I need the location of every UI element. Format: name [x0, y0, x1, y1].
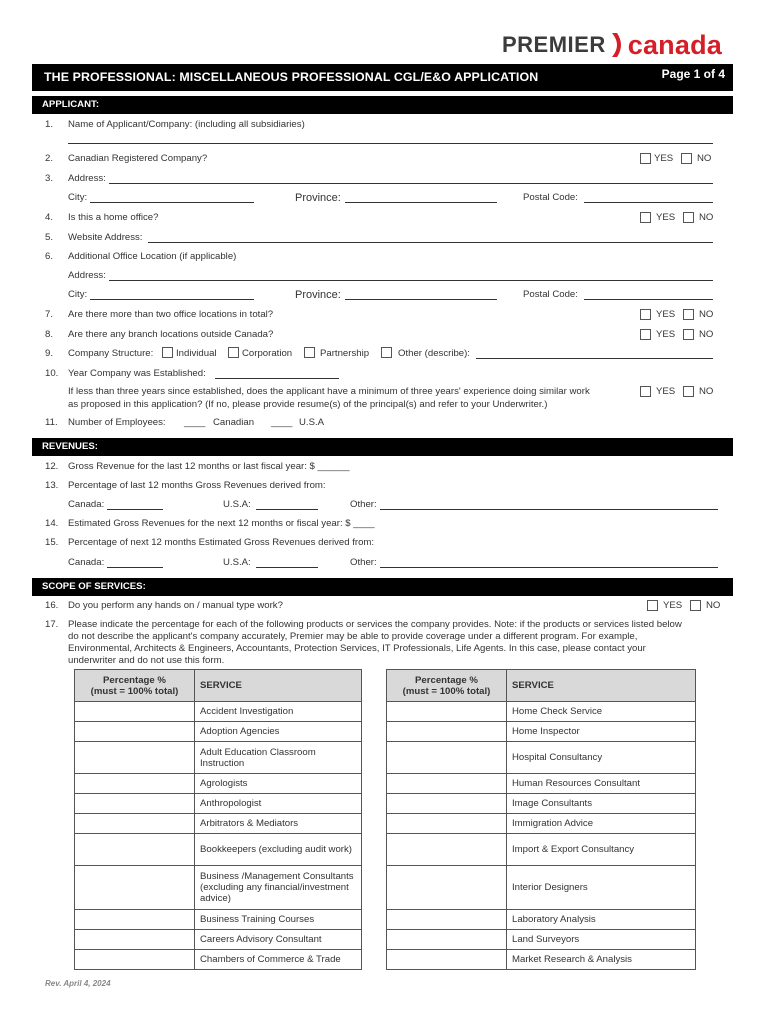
- percentage-input-cell[interactable]: [75, 950, 195, 970]
- service-name: Hospital Consultancy: [507, 742, 696, 774]
- q2-yes-label: YES: [654, 153, 674, 164]
- service-column-header: SERVICE: [507, 670, 696, 702]
- q5-number: 5.: [45, 232, 54, 243]
- table-row: [75, 814, 362, 834]
- q7-yes-label: YES: [656, 309, 676, 320]
- table-row: [75, 866, 362, 910]
- q4-yes-checkbox[interactable]: [640, 212, 651, 223]
- q17-line3: Environmental, Architects & Engineers, Accountants, Protection Services, IT Professionals, Life Agents. In this case, please contact your: [68, 643, 646, 654]
- q13-canada-label: Canada:: [68, 499, 105, 510]
- structure-individual-label: Individual: [176, 348, 217, 359]
- q17-line2: do not describe the applicant's company accurately, Premier may be able to provide coverage under a different program. For example,: [68, 631, 638, 642]
- q15-usa-label: U.S.A:: [223, 557, 251, 568]
- form-title: THE PROFESSIONAL: MISCELLANEOUS PROFESSIONAL CGL/E&O APPLICATION: [44, 70, 539, 84]
- percentage-input-cell[interactable]: [387, 794, 507, 814]
- q15-other-field[interactable]: [380, 567, 718, 568]
- table-row: [387, 834, 696, 866]
- q1-label: Name of Applicant/Company: (including all subsidiaries): [68, 119, 305, 130]
- q4-no-label: NO: [699, 212, 714, 223]
- service-name: Home Check Service: [507, 702, 696, 722]
- q11-number: 11.: [45, 417, 58, 428]
- service-name: Laboratory Analysis: [507, 910, 696, 930]
- percentage-input-cell[interactable]: [75, 702, 195, 722]
- employees-canadian-label: Canadian: [213, 417, 255, 428]
- postal-code-field[interactable]: [584, 202, 713, 203]
- percentage-input-cell[interactable]: [75, 834, 195, 866]
- structure-individual-checkbox[interactable]: [162, 347, 173, 358]
- province-field[interactable]: [345, 202, 497, 203]
- service-name: Accident Investigation: [195, 702, 362, 722]
- percentage-input-cell[interactable]: [75, 742, 195, 774]
- q10-label: Year Company was Established:: [68, 368, 206, 379]
- additional-province-label: Province:: [295, 289, 341, 301]
- additional-postal-code-field[interactable]: [584, 299, 713, 300]
- q10-yes-label: YES: [656, 386, 676, 397]
- percentage-input-cell[interactable]: [75, 722, 195, 742]
- q13-canada-field[interactable]: [107, 509, 163, 510]
- city-label: City:: [68, 192, 88, 203]
- services-table-left: [74, 669, 362, 970]
- q12-label: Gross Revenue for the last 12 months or last fiscal year: $ ______: [68, 461, 350, 472]
- table-row: [75, 834, 362, 866]
- q12-number: 12.: [45, 461, 59, 472]
- province-label: Province:: [295, 192, 341, 204]
- table-row: [387, 742, 696, 774]
- q13-usa-label: U.S.A:: [223, 499, 251, 510]
- address-field[interactable]: [109, 183, 713, 184]
- q6-label: Additional Office Location (if applicable): [68, 251, 237, 262]
- q16-yes-label: YES: [663, 600, 683, 611]
- q9-number: 9.: [45, 348, 54, 359]
- table-row: [75, 702, 362, 722]
- table-row: [387, 794, 696, 814]
- percentage-input-cell[interactable]: [75, 910, 195, 930]
- percentage-input-cell[interactable]: [75, 814, 195, 834]
- table-row: [75, 930, 362, 950]
- structure-other-checkbox[interactable]: [381, 347, 392, 358]
- percentage-input-cell[interactable]: [387, 774, 507, 794]
- premier-canada-logo: [502, 30, 722, 60]
- postal-code-label: Postal Code:: [523, 192, 578, 203]
- q3-number: 3.: [45, 173, 54, 184]
- service-name: Business Training Courses: [195, 910, 362, 930]
- q7-number: 7.: [45, 309, 54, 320]
- q2-yes-checkbox[interactable]: [640, 153, 651, 164]
- q10-no-checkbox[interactable]: [683, 386, 694, 397]
- q13-other-label: Other:: [350, 499, 377, 510]
- website-field[interactable]: [148, 242, 713, 243]
- additional-province-field[interactable]: [345, 299, 497, 300]
- q13-usa-field[interactable]: [256, 509, 318, 510]
- year-established-field[interactable]: [215, 378, 339, 379]
- q16-number: 16.: [45, 600, 59, 611]
- q17-number: 17.: [45, 619, 59, 630]
- q7-yes-checkbox[interactable]: [640, 309, 651, 320]
- logo-canada-text: canada: [627, 30, 722, 60]
- table-row: [75, 910, 362, 930]
- service-name: Home Inspector: [507, 722, 696, 742]
- service-name: Arbitrators & Mediators: [195, 814, 362, 834]
- q17-line1: Please indicate the percentage for each of the following products or services the company provides. Note: if the products or services listed below: [68, 619, 682, 630]
- q7-label: Are there more than two office locations in total?: [68, 309, 274, 320]
- q5-label: Website Address:: [68, 232, 143, 243]
- service-name: Chambers of Commerce & Trade: [195, 950, 362, 970]
- table-row: [387, 814, 696, 834]
- percentage-input-cell[interactable]: [75, 866, 195, 910]
- table-row: [75, 794, 362, 814]
- percentage-input-cell[interactable]: [387, 866, 507, 910]
- q10-sub-line1: If less than three years since established, does the applicant have a minimum of three years' experience doing similar work: [68, 386, 590, 397]
- percentage-input-cell[interactable]: [387, 930, 507, 950]
- employees-canadian-blank[interactable]: ____: [184, 417, 206, 428]
- q16-no-label: NO: [706, 600, 721, 611]
- q13-number: 13.: [45, 480, 59, 491]
- section-applicant-header: APPLICANT:: [32, 96, 733, 114]
- q2-no-checkbox[interactable]: [681, 153, 692, 164]
- service-name: Import & Export Consultancy: [507, 834, 696, 866]
- q16-no-checkbox[interactable]: [690, 600, 701, 611]
- logo-chevron-icon: [610, 31, 626, 59]
- service-name: Careers Advisory Consultant: [195, 930, 362, 950]
- service-name: Business /Management Consultants (excluding any financial/investment advice): [195, 866, 362, 910]
- percentage-input-cell[interactable]: [387, 834, 507, 866]
- structure-other-label: Other (describe):: [398, 348, 470, 359]
- form-title-bar: [32, 64, 733, 91]
- q15-number: 15.: [45, 537, 59, 548]
- q1-number: 1.: [45, 119, 54, 130]
- q6-number: 6.: [45, 251, 54, 262]
- table-row: [75, 722, 362, 742]
- q9-label: Company Structure:: [68, 348, 154, 359]
- q10-number: 10.: [45, 368, 59, 379]
- service-name: Human Resources Consultant: [507, 774, 696, 794]
- table-row: [387, 722, 696, 742]
- table-row: [387, 930, 696, 950]
- additional-city-label: City:: [68, 289, 88, 300]
- percentage-input-cell[interactable]: [75, 930, 195, 950]
- q8-no-checkbox[interactable]: [683, 329, 694, 340]
- structure-corporation-label: Corporation: [242, 348, 293, 359]
- structure-corporation-checkbox[interactable]: [228, 347, 239, 358]
- q10-yes-checkbox[interactable]: [640, 386, 651, 397]
- q15-label: Percentage of next 12 months Estimated Gross Revenues derived from:: [68, 537, 375, 548]
- q3-address-label: Address:: [68, 173, 106, 184]
- q8-no-label: NO: [699, 329, 714, 340]
- service-name: Anthropologist: [195, 794, 362, 814]
- service-name: Market Research & Analysis: [507, 950, 696, 970]
- q10-no-label: NO: [699, 386, 714, 397]
- service-name: Interior Designers: [507, 866, 696, 910]
- q2-label: Canadian Registered Company?: [68, 153, 208, 164]
- q8-yes-label: YES: [656, 329, 676, 340]
- q15-usa-field[interactable]: [256, 567, 318, 568]
- table-row: [387, 866, 696, 910]
- percentage-input-cell[interactable]: [75, 794, 195, 814]
- service-name: Land Surveyors: [507, 930, 696, 950]
- q4-label: Is this a home office?: [68, 212, 159, 223]
- q16-yes-checkbox[interactable]: [647, 600, 658, 611]
- q4-yes-label: YES: [656, 212, 676, 223]
- percentage-input-cell[interactable]: [387, 814, 507, 834]
- q14-number: 14.: [45, 518, 59, 529]
- q16-label: Do you perform any hands on / manual type work?: [68, 600, 283, 611]
- percentage-input-cell[interactable]: [75, 774, 195, 794]
- structure-other-field[interactable]: [476, 358, 713, 359]
- q8-label: Are there any branch locations outside Canada?: [68, 329, 274, 340]
- page-number: Page 1 of 4: [661, 67, 725, 81]
- section-revenues-header: REVENUES:: [32, 438, 733, 456]
- service-name: Image Consultants: [507, 794, 696, 814]
- table-row: [75, 950, 362, 970]
- structure-partnership-label: Partnership: [320, 348, 370, 359]
- table-row: [387, 774, 696, 794]
- q2-no-label: NO: [697, 153, 712, 164]
- table-row: [387, 910, 696, 930]
- q8-number: 8.: [45, 329, 54, 340]
- q15-canada-label: Canada:: [68, 557, 105, 568]
- percentage-input-cell[interactable]: [387, 702, 507, 722]
- percentage-input-cell[interactable]: [387, 722, 507, 742]
- table-row: [387, 950, 696, 970]
- q17-line4: underwriter and do not use this form.: [68, 655, 225, 666]
- pct-column-header: Percentage % (must = 100% total): [75, 670, 195, 702]
- table-row: [75, 742, 362, 774]
- percentage-input-cell[interactable]: [387, 742, 507, 774]
- percentage-input-cell[interactable]: [387, 910, 507, 930]
- service-name: Immigration Advice: [507, 814, 696, 834]
- employees-usa-blank[interactable]: ____: [271, 417, 293, 428]
- q2-number: 2.: [45, 153, 54, 164]
- q15-other-label: Other:: [350, 557, 377, 568]
- services-table-right: [386, 669, 696, 970]
- q10-sub-line2: as proposed in this application? (If no, please provide resume(s) of the principal(s) and refer to your Underwriter.): [68, 399, 548, 410]
- structure-partnership-checkbox[interactable]: [304, 347, 315, 358]
- additional-postal-code-label: Postal Code:: [523, 289, 578, 300]
- q4-number: 4.: [45, 212, 54, 223]
- logo-premier-text: PREMIER: [502, 32, 606, 57]
- q7-no-checkbox[interactable]: [683, 309, 694, 320]
- q14-label: Estimated Gross Revenues for the next 12 months or fiscal year: $ ____: [68, 518, 375, 529]
- additional-city-field[interactable]: [90, 299, 254, 300]
- pct-column-header: Percentage % (must = 100% total): [387, 670, 507, 702]
- employees-usa-label: U.S.A: [299, 417, 325, 428]
- section-scope-header: SCOPE OF SERVICES:: [32, 578, 733, 596]
- q13-other-field[interactable]: [380, 509, 718, 510]
- service-name: Adoption Agencies: [195, 722, 362, 742]
- revision-date: Rev. April 4, 2024: [45, 979, 111, 988]
- table-row: [387, 702, 696, 722]
- service-column-header: SERVICE: [195, 670, 362, 702]
- applicant-name-field[interactable]: [68, 143, 713, 144]
- additional-address-field[interactable]: [109, 280, 713, 281]
- q15-canada-field[interactable]: [107, 567, 163, 568]
- city-field[interactable]: [90, 202, 254, 203]
- table-row: [75, 774, 362, 794]
- q8-yes-checkbox[interactable]: [640, 329, 651, 340]
- q7-no-label: NO: [699, 309, 714, 320]
- q4-no-checkbox[interactable]: [683, 212, 694, 223]
- service-name: Adult Education Classroom Instruction: [195, 742, 362, 774]
- additional-address-label: Address:: [68, 270, 106, 281]
- service-name: Bookkeepers (excluding audit work): [195, 834, 362, 866]
- q11-label: Number of Employees:: [68, 417, 166, 428]
- percentage-input-cell[interactable]: [387, 950, 507, 970]
- service-name: Agrologists: [195, 774, 362, 794]
- q13-label: Percentage of last 12 months Gross Revenues derived from:: [68, 480, 326, 491]
